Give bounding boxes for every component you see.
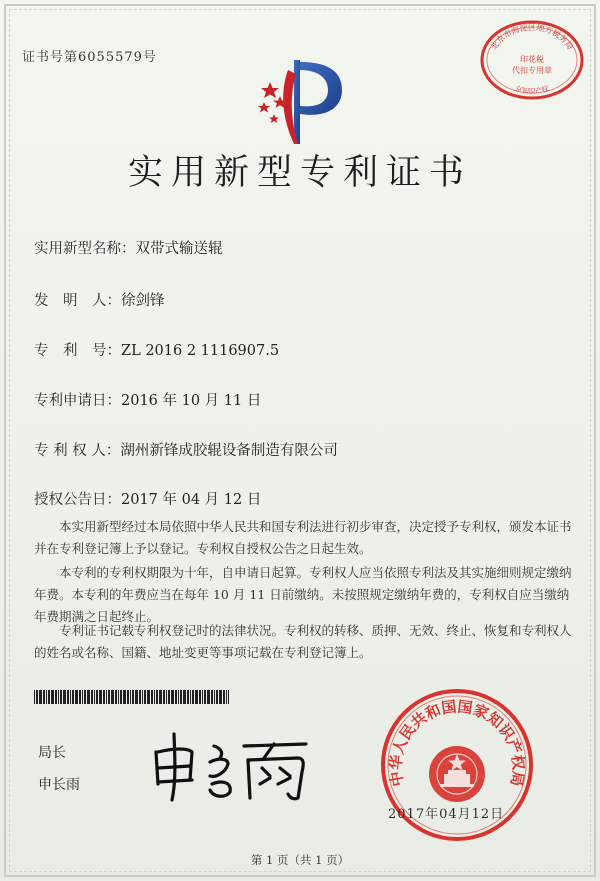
tax-seal-bottom: 京知识产权 <box>514 84 550 96</box>
field-label: 专利申请日： <box>34 393 121 409</box>
field-filing-date <box>34 389 261 410</box>
field-label: 发 明 人： <box>34 293 121 309</box>
seal-date: 2017年04月12日 <box>388 807 505 822</box>
field-value: 2016 年 10 月 11 日 <box>121 393 262 409</box>
tax-seal-text: 北京市海淀区地方税务局 <box>489 23 575 52</box>
tax-seal <box>478 18 586 102</box>
field-utility-model-name <box>34 237 223 258</box>
certificate-title: 实用新型专利证书 <box>127 153 472 193</box>
svg-text:北京市海淀区地方税务局 <box>489 22 575 51</box>
seal-text: 中华人民共和国国家知识产权局 <box>386 697 528 788</box>
field-label: 授权公告日： <box>34 492 121 508</box>
signatory-role: 局长 <box>38 745 66 761</box>
tax-seal-inner-1: 印花税 <box>520 55 544 64</box>
tax-seal-inner-2: 代扣专用章 <box>512 66 552 75</box>
field-label: 专 利 权 人： <box>34 443 121 459</box>
svg-text:京知识产权 <box>514 84 550 96</box>
page-number: 第 1 页（共 1 页） <box>250 853 350 867</box>
field-patentee <box>34 439 338 460</box>
paragraph-term-fees: 本专利的专利权期限为十年，自申请日起算。专利权人应当依照专利法及其实施细则规定缴纳年费。本专利的年费应当在每年 10 月 11 日前缴纳。未按照规定缴纳年费的，专利权自应当缴纳年费期满之日起终止。 <box>34 565 572 624</box>
field-value: 徐剑锋 <box>121 293 165 309</box>
field-value: 双带式输送辊 <box>135 241 223 257</box>
signature <box>148 728 318 804</box>
field-label: 专 利 号： <box>34 343 121 359</box>
field-value: ZL 2016 2 1116907.5 <box>121 343 280 359</box>
field-inventor <box>34 289 165 310</box>
barcode <box>34 690 229 704</box>
paragraph-legal-status: 专利证书记载专利权登记时的法律状况。专利权的转移、质押、无效、终止、恢复和专利权人的姓名或名称、国籍、地址变更等事项记载在专利登记簿上。 <box>34 623 572 660</box>
national-emblem-icon <box>429 746 485 802</box>
field-patent-number <box>34 339 279 360</box>
certificate-number: 证书号第6055579号 <box>22 50 157 65</box>
cnipa-logo-icon <box>250 52 350 152</box>
paragraph-grant-decision: 本实用新型经过本局依照中华人民共和国专利法进行初步审查，决定授予专利权，颁发本证书并在专利登记簿上予以登记。专利权自授权公告之日起生效。 <box>34 519 572 556</box>
signatory-name: 申长雨 <box>38 777 80 793</box>
field-label: 实用新型名称： <box>34 241 136 257</box>
field-grant-date <box>34 488 261 509</box>
field-value: 2017 年 04 月 12 日 <box>121 492 262 508</box>
field-value: 湖州新锋成胶辊设备制造有限公司 <box>120 443 338 459</box>
